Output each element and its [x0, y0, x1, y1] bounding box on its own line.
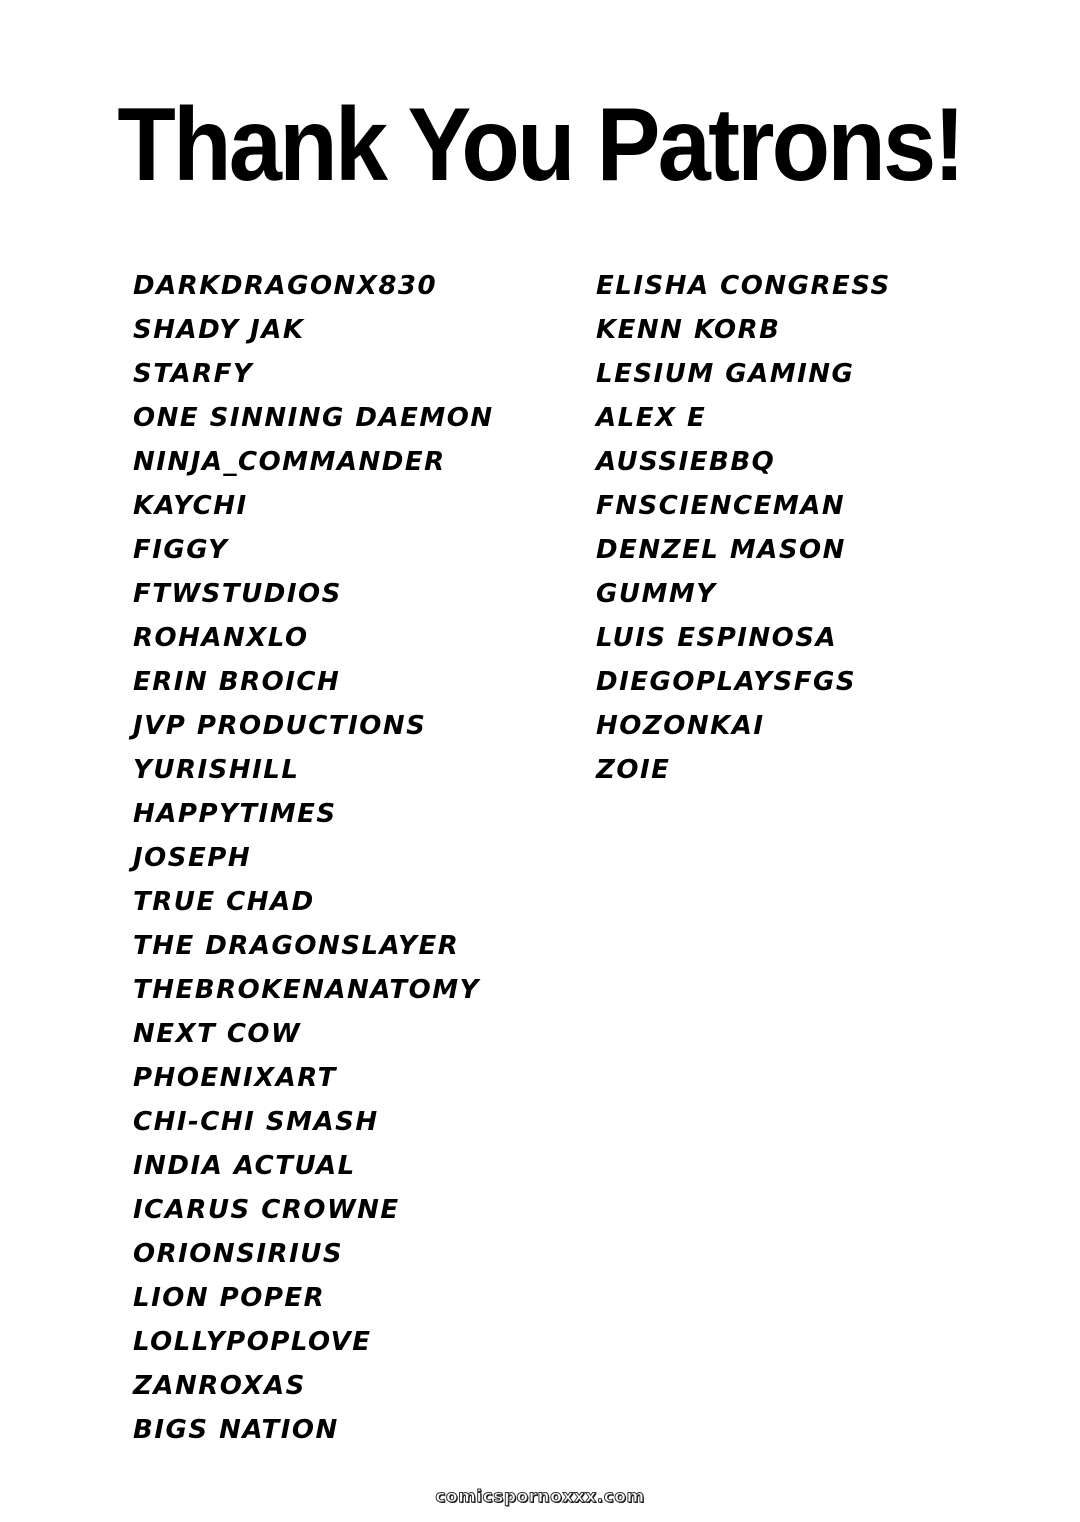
patron-name: FTWSTUDIOS: [133, 579, 342, 609]
patron-name: NEXT COW: [133, 1019, 302, 1049]
patron-list-right: [596, 264, 891, 792]
patron-name: DARKDRAGONX830: [133, 271, 438, 301]
patron-name: JVP PRODUCTIONS: [133, 711, 427, 741]
patron-name: NINJA_COMMANDER: [133, 447, 446, 477]
patron-name: DENZEL MASON: [596, 535, 846, 565]
patron-name: LUIS ESPINOSA: [596, 623, 838, 653]
patron-name: ICARUS CROWNE: [133, 1195, 400, 1225]
patron-name: SHADY JAK: [133, 315, 305, 345]
patron-name: BIGS NATION: [133, 1415, 339, 1445]
patron-name: YURISHILL: [133, 755, 300, 785]
patron-name: HAPPYTIMES: [133, 799, 337, 829]
patron-name: ERIN BROICH: [133, 667, 341, 697]
patron-name: ROHANXLO: [133, 623, 309, 653]
page-title: Thank You Patrons!: [117, 87, 963, 203]
patron-name: JOSEPH: [133, 843, 252, 873]
patron-name: THEBROKENANATOMY: [133, 975, 480, 1005]
patron-name: HOZONKAI: [596, 711, 765, 741]
patron-name: ALEX E: [596, 403, 707, 433]
patron-name: LESIUM GAMING: [596, 359, 855, 389]
patron-name: FNSCIENCEMAN: [596, 491, 846, 521]
patron-name: INDIA ACTUAL: [133, 1151, 356, 1181]
patron-name: ZOIE: [596, 755, 671, 785]
patron-name: KAYCHI: [133, 491, 248, 521]
patron-name: KENN KORB: [596, 315, 781, 345]
patron-name: ELISHA CONGRESS: [596, 271, 891, 301]
patron-name: STARFY: [133, 359, 254, 389]
patron-name: CHI-CHI SMASH: [133, 1107, 379, 1137]
patron-name: ONE SINNING DAEMON: [133, 403, 494, 433]
patron-name: THE DRAGONSLAYER: [133, 931, 460, 961]
patron-name: GUMMY: [596, 579, 717, 609]
patron-name: ORIONSIRIUS: [133, 1239, 344, 1269]
patron-name: LOLLYPOPLOVE: [133, 1327, 372, 1357]
patron-name: FIGGY: [133, 535, 229, 565]
patron-name: PHOENIXART: [133, 1063, 337, 1093]
patron-name: DIEGOPLAYSFGS: [596, 667, 857, 697]
patron-list-left: [133, 264, 494, 1452]
patron-name: TRUE CHAD: [133, 887, 315, 917]
watermark-text: comicspornoxxx.com: [435, 1487, 645, 1507]
patron-name: ZANROXAS: [133, 1371, 306, 1401]
patron-name: LION POPER: [133, 1283, 326, 1313]
patron-name: AUSSIEBBQ: [596, 447, 776, 477]
